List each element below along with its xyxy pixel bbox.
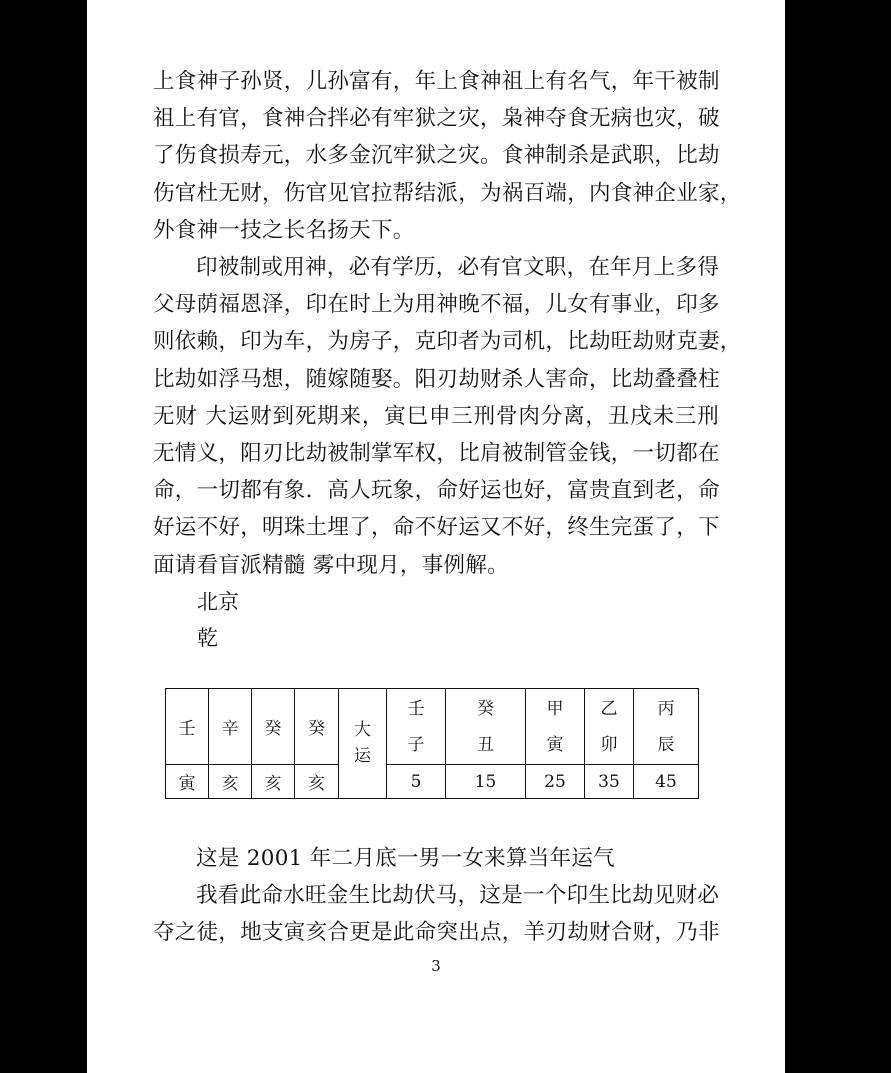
paragraph-3 [153,840,719,952]
dayun-stem: 乙 [600,698,618,719]
stem-cell: 癸 [252,689,295,765]
text-line: 无情义，阳刃比劫被制掌军权，比肩被制管金钱，一切都在 [153,441,720,467]
text-line: 父母荫福恩泽，印在时上为用神晚不福，儿女有事业，印多 [153,292,720,318]
gender-label: 乾 [197,626,218,650]
dayun-label-cell [339,689,387,799]
text-line: 祖上有官，食神合拌必有牢狱之灾，枭神夺食无病也灾，破 [153,106,720,132]
page-number: 3 [431,957,441,975]
text-line: 命，一切都有象．高人玩象，命好运也好，富贵直到老，命 [153,478,720,504]
dayun-branch: 子 [407,734,425,755]
dayun-pillar-cell [526,689,585,765]
dayun-branch: 卯 [600,734,618,755]
text-line: 好运不好，明珠土埋了，命不好运又不好，终生完蛋了，下 [153,515,720,541]
text-line: 比劫如浮马想，随嫁随娶。阳刃劫财杀人害命，比劫叠叠柱 [153,366,720,392]
dayun-stem: 壬 [407,698,425,719]
dayun-pillar-cell [634,689,699,765]
text-line: 无财 大运财到死期来，寅巳申三刑骨肉分离，丑戌未三刑 [153,403,719,429]
dayun-pillar-cell [446,689,526,765]
dayun-label-char: 运 [353,745,371,766]
bazi-table [165,688,699,799]
dayun-stem: 癸 [477,698,494,719]
age-cell: 25 [526,765,585,799]
dayun-label [352,718,372,769]
paragraph-2 [153,249,742,584]
dayun-branch: 寅 [546,734,564,755]
dayun-pillar-cell [387,689,446,765]
age-cell: 35 [585,765,634,799]
dayun-pillar-cell [585,689,634,765]
age-cell: 5 [387,765,446,799]
dayun-branch: 丑 [477,734,494,755]
place-label: 北京 [197,590,239,614]
dayun-stem: 甲 [546,698,564,719]
text-line: 了伤食损寿元，水多金沉牢狱之灾。食神制杀是武职，比劫 [153,143,720,169]
stem-cell: 辛 [209,689,252,765]
text-line: 则依赖，印为车，为房子，克印者为司机，比劫旺劫财克妻， [153,329,742,355]
dayun-label-char: 大 [353,720,371,740]
dayun-branch: 辰 [657,734,675,755]
branch-cell: 亥 [295,765,339,799]
dayun-stem: 丙 [657,698,675,719]
text-line: 外食神一技之长名扬天下。 [153,217,415,243]
age-cell: 45 [634,765,699,799]
document-page [87,0,785,1073]
paragraph-1 [153,63,742,249]
branch-cell: 亥 [252,765,295,799]
branch-cell: 亥 [209,765,252,799]
text-line: 印被制或用神，必有学历，必有官文职，在年月上多得 [196,255,720,280]
stem-cell: 壬 [166,689,209,765]
branch-cell: 寅 [166,765,209,799]
stem-cell: 癸 [295,689,339,765]
text-line: 面请看盲派精髓 雾中现月，事例解。 [153,552,509,578]
text-line: 我看此命水旺金生比劫伏马，这是一个印生比劫见财必 [196,883,720,909]
age-cell: 15 [446,765,526,799]
text-line: 这是 2001 年二月底一男一女来算当年运气 [196,846,615,871]
text-line: 上食神子孙贤，儿孙富有，年上食神祖上有名气，年干被制 [153,69,720,94]
text-line: 夺之徒，地支寅亥合更是此命突出点，羊刃劫财合财，乃非 [153,920,720,946]
text-line: 伤官杜无财，伤官见官拉帮结派，为祸百端，内食神企业家， [153,180,742,206]
